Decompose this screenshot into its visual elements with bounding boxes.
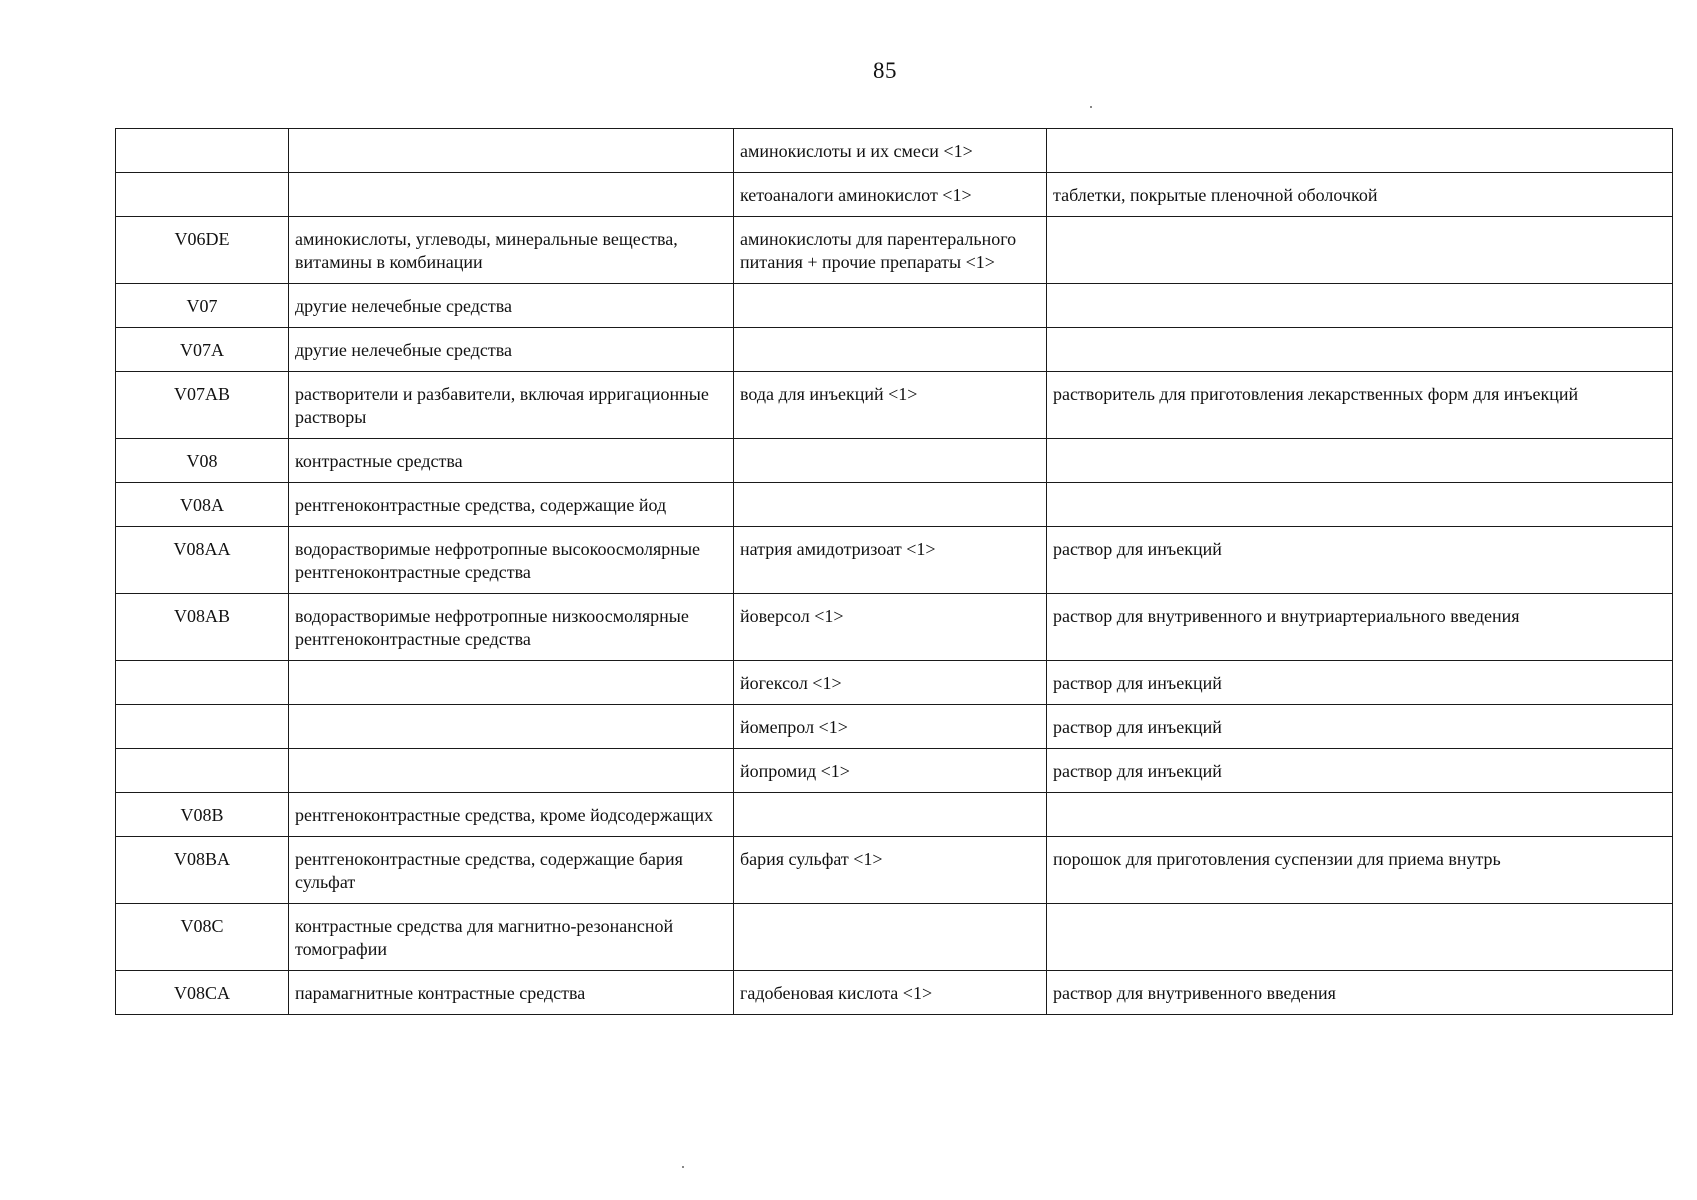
dosage-form-cell: порошок для приготовления суспензии для приема внутрь <box>1047 837 1673 904</box>
dosage-form-cell <box>1047 129 1673 173</box>
dosage-form-cell: раствор для инъекций <box>1047 661 1673 705</box>
table-row <box>116 217 1673 284</box>
atc-code-cell: V08B <box>116 793 289 837</box>
dosage-form-cell: раствор для внутривенного и внутриартериального введения <box>1047 594 1673 661</box>
atc-code-cell: V08A <box>116 483 289 527</box>
drug-name-cell: кетоаналоги аминокислот <1> <box>734 173 1047 217</box>
dosage-form-cell <box>1047 483 1673 527</box>
drug-name-cell: гадобеновая кислота <1> <box>734 971 1047 1015</box>
atc-code-cell <box>116 705 289 749</box>
table-row <box>116 904 1673 971</box>
table-body <box>116 129 1673 1015</box>
table-row <box>116 284 1673 328</box>
group-name-cell <box>289 705 734 749</box>
group-name-cell: контрастные средства для магнитно-резонансной томографии <box>289 904 734 971</box>
group-name-cell: растворители и разбавители, включая ирригационные растворы <box>289 372 734 439</box>
dosage-form-cell <box>1047 904 1673 971</box>
drug-name-cell: йогексол <1> <box>734 661 1047 705</box>
group-name-cell: водорастворимые нефротропные низкоосмолярные рентгеноконтрастные средства <box>289 594 734 661</box>
drug-name-cell: йомепрол <1> <box>734 705 1047 749</box>
dosage-form-cell <box>1047 328 1673 372</box>
dosage-form-cell <box>1047 217 1673 284</box>
atc-code-cell: V08AA <box>116 527 289 594</box>
scan-speck <box>1090 106 1092 108</box>
group-name-cell: другие нелечебные средства <box>289 284 734 328</box>
group-name-cell: другие нелечебные средства <box>289 328 734 372</box>
drug-name-cell <box>734 284 1047 328</box>
group-name-cell: рентгеноконтрастные средства, кроме йодсодержащих <box>289 793 734 837</box>
dosage-form-cell: раствор для инъекций <box>1047 705 1673 749</box>
group-name-cell: контрастные средства <box>289 439 734 483</box>
group-name-cell <box>289 661 734 705</box>
drug-name-cell: аминокислоты для парентерального питания + прочие препараты <1> <box>734 217 1047 284</box>
dosage-form-cell: таблетки, покрытые пленочной оболочкой <box>1047 173 1673 217</box>
table-row <box>116 594 1673 661</box>
drug-name-cell: аминокислоты и их смеси <1> <box>734 129 1047 173</box>
group-name-cell: парамагнитные контрастные средства <box>289 971 734 1015</box>
atc-code-cell: V07AB <box>116 372 289 439</box>
table-row <box>116 527 1673 594</box>
group-name-cell <box>289 129 734 173</box>
drug-name-cell <box>734 793 1047 837</box>
dosage-form-cell <box>1047 439 1673 483</box>
drug-name-cell: йопромид <1> <box>734 749 1047 793</box>
table-row <box>116 971 1673 1015</box>
group-name-cell: аминокислоты, углеводы, минеральные вещества, витамины в комбинации <box>289 217 734 284</box>
dosage-form-cell <box>1047 793 1673 837</box>
table-row <box>116 837 1673 904</box>
atc-code-cell: V08CA <box>116 971 289 1015</box>
atc-code-cell: V07 <box>116 284 289 328</box>
drug-name-cell: натрия амидотризоат <1> <box>734 527 1047 594</box>
atc-code-cell <box>116 661 289 705</box>
group-name-cell: рентгеноконтрастные средства, содержащие йод <box>289 483 734 527</box>
atc-code-cell <box>116 749 289 793</box>
dosage-form-cell <box>1047 284 1673 328</box>
atc-code-cell: V08 <box>116 439 289 483</box>
group-name-cell <box>289 173 734 217</box>
table-row <box>116 439 1673 483</box>
table-row <box>116 483 1673 527</box>
dosage-form-cell: раствор для внутривенного введения <box>1047 971 1673 1015</box>
dosage-form-cell: раствор для инъекций <box>1047 749 1673 793</box>
dosage-form-cell: раствор для инъекций <box>1047 527 1673 594</box>
drug-name-cell: бария сульфат <1> <box>734 837 1047 904</box>
group-name-cell: водорастворимые нефротропные высокоосмолярные рентгеноконтрастные средства <box>289 527 734 594</box>
drug-name-cell: йоверсол <1> <box>734 594 1047 661</box>
group-name-cell: рентгеноконтрастные средства, содержащие бария сульфат <box>289 837 734 904</box>
drug-name-cell <box>734 483 1047 527</box>
table-row <box>116 129 1673 173</box>
drug-name-cell: вода для инъекций <1> <box>734 372 1047 439</box>
page-number: 85 <box>873 58 897 83</box>
table-row <box>116 661 1673 705</box>
atc-code-cell <box>116 129 289 173</box>
table-row <box>116 749 1673 793</box>
scan-speck <box>682 1166 684 1168</box>
table-row <box>116 173 1673 217</box>
drug-name-cell <box>734 328 1047 372</box>
table-row <box>116 793 1673 837</box>
dosage-form-cell: растворитель для приготовления лекарственных форм для инъекций <box>1047 372 1673 439</box>
atc-code-cell <box>116 173 289 217</box>
table-row <box>116 372 1673 439</box>
atc-code-cell: V07A <box>116 328 289 372</box>
atc-code-cell: V08BA <box>116 837 289 904</box>
table-row <box>116 328 1673 372</box>
drug-table <box>115 128 1673 1015</box>
atc-code-cell: V08AB <box>116 594 289 661</box>
atc-code-cell: V06DE <box>116 217 289 284</box>
atc-code-cell: V08C <box>116 904 289 971</box>
drug-name-cell <box>734 439 1047 483</box>
group-name-cell <box>289 749 734 793</box>
table-row <box>116 705 1673 749</box>
drug-name-cell <box>734 904 1047 971</box>
